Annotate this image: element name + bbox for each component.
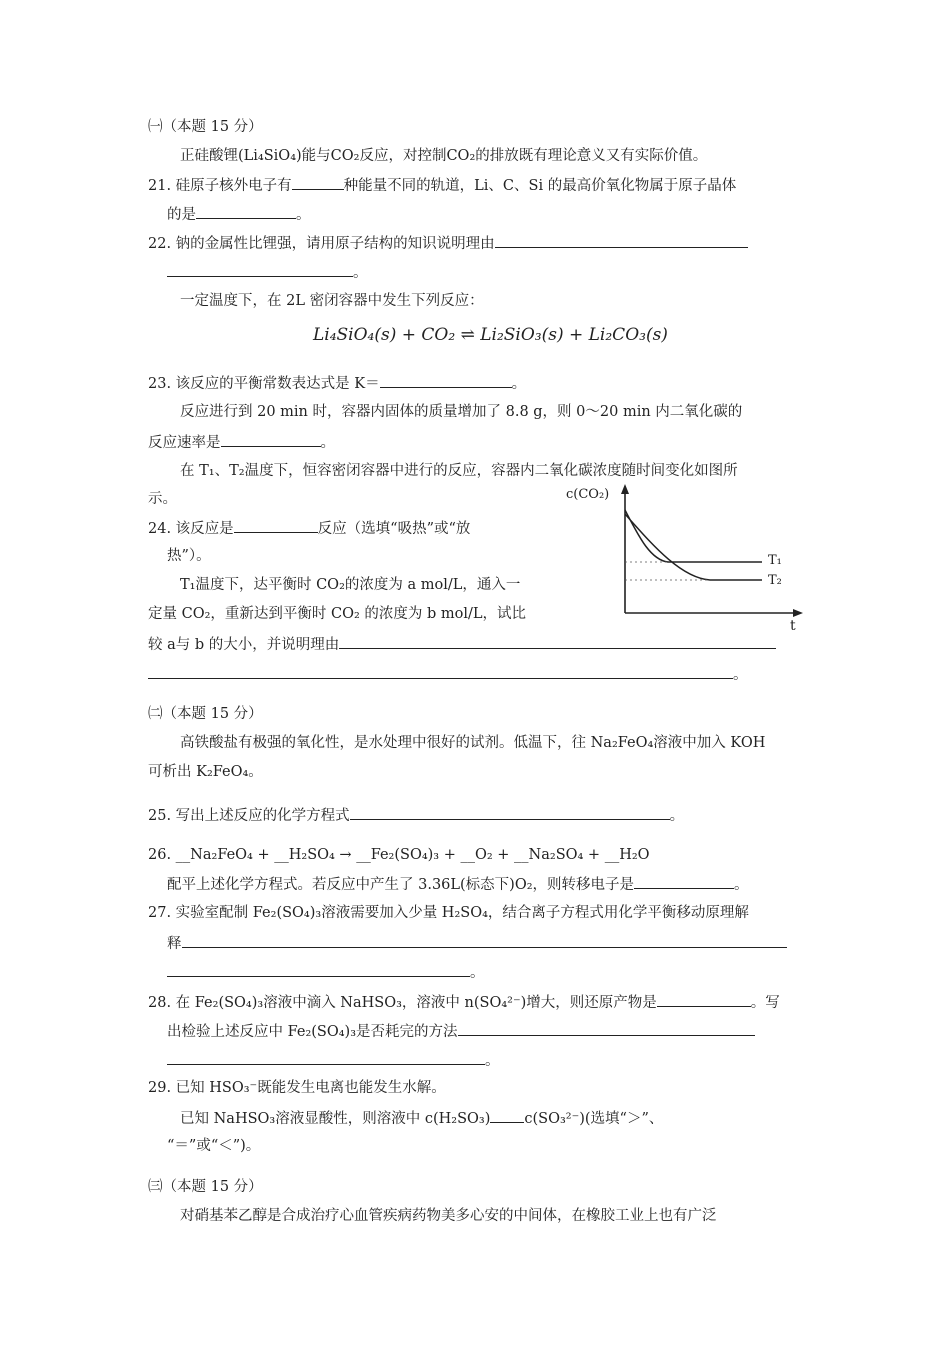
rate-line2: 反应速率是 。 bbox=[148, 431, 335, 453]
q27-line3: 。 bbox=[167, 961, 485, 983]
q22-blank1[interactable] bbox=[495, 232, 748, 248]
q29-line1: 29. 已知 HSO₃⁻既能发生电离也能发生水解。 bbox=[148, 1080, 446, 1096]
q24-line5: 较 a与 b 的大小，并说明理由 bbox=[148, 633, 776, 655]
x-axis-arrow bbox=[793, 609, 803, 617]
q28-line3: 。 bbox=[167, 1049, 500, 1071]
series-t1-label: T₁ bbox=[768, 553, 782, 568]
q23-line: 23. 该反应的平衡常数表达式是 K＝ 。 bbox=[148, 372, 526, 394]
section2-header: ㈡（本题 15 分） bbox=[148, 706, 263, 722]
q24-line3: T₁温度下，达平衡时 CO₂的浓度为 a mol/L，通入一 bbox=[180, 577, 521, 593]
section3-header: ㈢（本题 15 分） bbox=[148, 1179, 263, 1195]
q25-line: 25. 写出上述反应的化学方程式 。 bbox=[148, 804, 684, 826]
reaction-equation: Li₄SiO₄(s) + CO₂ ⇌ Li₂SiO₃(s) + Li₂CO₃(s) bbox=[313, 325, 668, 345]
q28-blank3[interactable] bbox=[167, 1049, 485, 1065]
x-axis-label: t bbox=[790, 618, 796, 634]
q24-blank2[interactable] bbox=[339, 633, 776, 649]
q24-line1: 24. 该反应是 反应（选填“吸热”或“放 bbox=[148, 517, 470, 539]
temp-line2: 示。 bbox=[148, 491, 177, 507]
q27-line2: 释 bbox=[167, 932, 787, 954]
q24-blank[interactable] bbox=[234, 517, 318, 533]
q22-line2: 。 bbox=[167, 261, 368, 283]
q27-blank1[interactable] bbox=[182, 932, 787, 948]
q28-line1: 28. 在 Fe₂(SO₄)₃溶液中滴入 NaHSO₃，溶液中 n(SO₄²⁻)增大，则还原产物是 。写 bbox=[148, 991, 780, 1013]
rate-blank[interactable] bbox=[221, 431, 321, 447]
q29-blank[interactable] bbox=[490, 1107, 524, 1123]
q26-line2: 配平上述化学方程式。若反应中产生了 3.36L(标态下)O₂，则转移电子是 。 bbox=[167, 873, 749, 895]
q26-equation: 26. __Na₂FeO₄ + __H₂SO₄ → __Fe₂(SO₄)₃ + __O₂ + __Na₂SO₄ + __H₂O bbox=[148, 847, 650, 863]
section3-intro: 对硝基苯乙醇是合成治疗心血管疾病药物美多心安的中间体，在橡胶工业上也有广泛 bbox=[180, 1208, 717, 1224]
y-axis-arrow bbox=[621, 484, 629, 494]
q25-blank[interactable] bbox=[350, 804, 670, 820]
q24-blank3[interactable] bbox=[148, 663, 733, 679]
section1-header: ㈠（本题 15 分） bbox=[148, 119, 263, 135]
q21-line2: 的是 。 bbox=[167, 203, 311, 225]
q21-line1: 21. 硅原子核外电子有 种能量不同的轨道，Li、C、Si 的最高价氧化物属于原子晶体 bbox=[148, 174, 736, 196]
rate-line1: 反应进行到 20 min 时，容器内固体的质量增加了 8.8 g，则 0～20 min 内二氧化碳的 bbox=[180, 404, 743, 420]
q27-blank2[interactable] bbox=[167, 961, 470, 977]
q24-line6: 。 bbox=[148, 663, 748, 685]
q24-line2: 热”）。 bbox=[167, 548, 211, 564]
q22-blank2[interactable] bbox=[167, 261, 353, 277]
q29-line3: “＝”或“＜”)。 bbox=[167, 1138, 261, 1154]
series-t2-label: T₂ bbox=[768, 573, 782, 588]
q26-blank[interactable] bbox=[634, 873, 734, 889]
q21-blank1[interactable] bbox=[292, 174, 344, 190]
reaction-intro: 一定温度下，在 2L 密闭容器中发生下列反应： bbox=[180, 293, 484, 309]
co2-concentration-chart bbox=[550, 480, 810, 635]
q21-blank2[interactable] bbox=[196, 203, 296, 219]
q24-line4: 定量 CO₂，重新达到平衡时 CO₂ 的浓度为 b mol/L，试比 bbox=[148, 606, 527, 622]
section2-intro-line2: 可析出 K₂FeO₄。 bbox=[148, 764, 263, 780]
q28-blank2[interactable] bbox=[458, 1020, 755, 1036]
section2-intro-line1: 高铁酸盐有极强的氧化性，是水处理中很好的试剂。低温下，往 Na₂FeO₄溶液中加入 KOH bbox=[180, 735, 766, 751]
q27-line1: 27. 实验室配制 Fe₂(SO₄)₃溶液需要加入少量 H₂SO₄，结合离子方程式用化学平衡移动原理解 bbox=[148, 905, 749, 921]
q28-line2: 出检验上述反应中 Fe₂(SO₄)₃是否耗完的方法 bbox=[167, 1020, 755, 1042]
section1-intro: 正硅酸锂(Li₄SiO₄)能与CO₂反应，对控制CO₂的排放既有理论意义又有实际价值。 bbox=[180, 148, 708, 164]
y-axis-label: c(CO₂) bbox=[566, 487, 610, 502]
q29-line2: 已知 NaHSO₃溶液显酸性，则溶液中 c(H₂SO₃) c(SO₃²⁻)(选填“＞”、 bbox=[180, 1107, 663, 1129]
q22-line1: 22. 钠的金属性比锂强，请用原子结构的知识说明理由 bbox=[148, 232, 748, 254]
temp-line1: 在 T₁、T₂温度下，恒容密闭容器中进行的反应，容器内二氧化碳浓度随时间变化如图所 bbox=[180, 463, 738, 479]
q23-blank[interactable] bbox=[380, 372, 512, 388]
q28-blank1[interactable] bbox=[657, 991, 751, 1007]
